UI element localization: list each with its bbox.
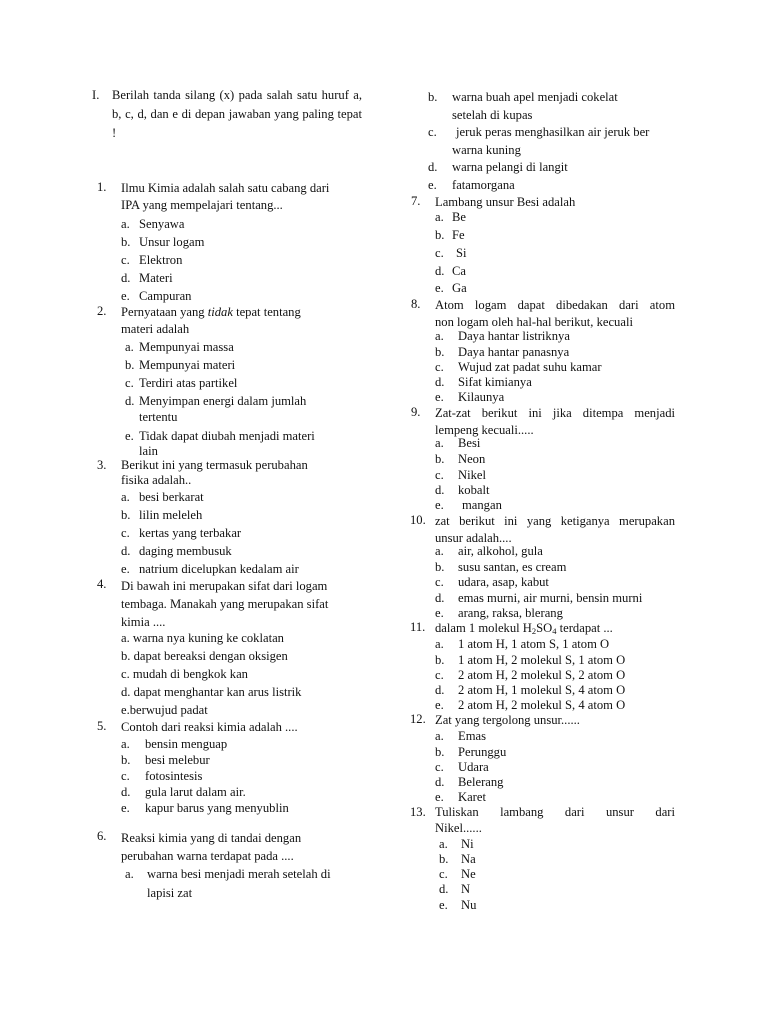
option-letter: c.	[435, 575, 444, 589]
option-text: emas murni, air murni, bensin murni	[458, 591, 643, 605]
question-text: dalam 1 molekul H	[435, 621, 532, 635]
option-letter: e.	[435, 281, 444, 295]
option-text-continued: setelah di kupas	[452, 108, 533, 122]
option-text-continued: lapisi zat	[147, 886, 193, 900]
option-text: warna pelangi di langit	[452, 160, 568, 174]
option-text: Emas	[458, 729, 486, 743]
question-number: 10.	[410, 513, 426, 527]
option-e[interactable]: e.berwujud padat	[121, 703, 208, 717]
question-text-line: Lambang unsur Besi adalah	[435, 195, 576, 209]
question-number: 4.	[97, 577, 107, 591]
option-text: Terdiri atas partikel	[139, 376, 238, 390]
option-letter: e.	[121, 289, 130, 303]
option-letter: a.	[125, 340, 134, 354]
question-text-line: zat berikut ini yang ketiganya merupakan	[435, 514, 675, 528]
option-letter: b.	[435, 452, 445, 466]
option-text: Ne	[461, 867, 476, 881]
question-text-line: Zat yang tergolong unsur......	[435, 713, 580, 727]
question-text-line: Ilmu Kimia adalah salah satu cabang dari	[121, 181, 330, 195]
instruction-text: Berilah tanda silang (x) pada salah satu huruf a, b, c, d, dan e di depan jawaban yang paling tepat !	[112, 88, 362, 140]
option-text: 1 atom H, 1 atom S, 1 atom O	[458, 637, 610, 651]
question-number: 13.	[410, 805, 426, 819]
option-letter: b.	[125, 358, 135, 372]
option-text: udara, asap, kabut	[458, 575, 549, 589]
option-text: gula larut dalam air.	[145, 785, 246, 799]
option-letter: c.	[435, 468, 444, 482]
option-text: mangan	[462, 498, 502, 512]
question-text-line: unsur adalah....	[435, 530, 512, 545]
option-letter: e.	[121, 801, 130, 815]
option-c[interactable]: c. mudah di bengkok kan	[121, 667, 248, 681]
option-letter: c.	[435, 760, 444, 774]
option-letter: b.	[428, 90, 438, 104]
option-letter: a.	[121, 737, 130, 751]
option-text: Senyawa	[139, 217, 185, 231]
question-text-line: lempeng kecuali.....	[435, 422, 534, 437]
option-text: Unsur logam	[139, 235, 205, 249]
question-text-line: kimia ....	[121, 615, 166, 629]
option-letter: e.	[435, 498, 444, 512]
option-text: 1 atom H, 2 molekul S, 1 atom O	[458, 653, 626, 667]
option-text: Sifat kimianya	[458, 375, 532, 389]
question-text-line: IPA yang mempelajari tentang...	[121, 197, 283, 212]
option-letter: b.	[439, 852, 449, 866]
option-letter: c.	[428, 125, 437, 139]
option-text: air, alkohol, gula	[458, 544, 543, 558]
option-letter: d.	[435, 483, 445, 497]
option-letter: b.	[435, 653, 445, 667]
option-b[interactable]: b. dapat bereaksi dengan oksigen	[121, 649, 288, 663]
option-letter: e.	[125, 429, 134, 443]
question-number: 8.	[411, 297, 421, 311]
option-letter: d.	[428, 160, 438, 174]
option-text: 2 atom H, 2 molekul S, 2 atom O	[458, 668, 626, 682]
question-text-line: Zat-zat berikut ini jika ditempa menjadi	[435, 406, 675, 420]
question-number: 5.	[97, 719, 107, 733]
question-text-line: Atom logam dapat dibedakan dari atom	[435, 298, 675, 312]
option-text: Campuran	[139, 289, 192, 303]
option-text: Karet	[458, 790, 486, 804]
option-text: bensin menguap	[145, 737, 228, 751]
option-letter: b.	[435, 228, 445, 242]
option-text: kapur barus yang menyublin	[145, 801, 289, 815]
option-letter: d.	[121, 785, 131, 799]
option-letter: c.	[121, 769, 130, 783]
option-letter: a.	[435, 637, 444, 651]
option-letter: a.	[435, 544, 444, 558]
question-text-line: Contoh dari reaksi kimia adalah ....	[121, 720, 298, 734]
option-text-continued: tertentu	[139, 410, 178, 424]
question-text-line: Di bawah ini merupakan sifat dari logam	[121, 579, 328, 593]
option-text: susu santan, es cream	[458, 560, 567, 574]
option-text: Belerang	[458, 775, 504, 789]
option-text: Besi	[458, 436, 481, 450]
option-text: natrium dicelupkan kedalam air	[139, 562, 299, 576]
option-letter: a.	[439, 837, 448, 851]
question-number: 3.	[97, 458, 107, 472]
option-letter: a.	[125, 867, 134, 881]
option-text: Wujud zat padat suhu kamar	[458, 360, 602, 374]
option-letter: d.	[435, 683, 445, 697]
option-d[interactable]: d. dapat menghantar kan arus listrik	[121, 685, 302, 699]
question-emphasis: tidak	[207, 305, 233, 319]
option-letter: c.	[121, 526, 130, 540]
option-text: kobalt	[458, 483, 490, 497]
option-text: arang, raksa, blerang	[458, 606, 563, 620]
option-text: Elektron	[139, 253, 183, 267]
option-text: Ca	[452, 264, 466, 278]
option-letter: d.	[435, 775, 445, 789]
option-text: fotosintesis	[145, 769, 203, 783]
option-text: Neon	[458, 452, 486, 466]
option-letter: e.	[435, 790, 444, 804]
option-text: Mempunyai materi	[139, 358, 236, 372]
question-text-line: non logam oleh hal-hal berikut, kecuali	[435, 314, 633, 329]
question-number: 6.	[97, 829, 107, 843]
option-text: besi berkarat	[139, 490, 204, 504]
option-text: 2 atom H, 2 molekul S, 4 atom O	[458, 698, 626, 712]
option-letter: b.	[435, 345, 445, 359]
option-letter: d.	[435, 375, 445, 389]
question-number: 11.	[410, 620, 426, 634]
question-text-line	[121, 304, 365, 321]
option-letter: d.	[439, 882, 449, 896]
option-a[interactable]: a. warna nya kuning ke coklatan	[121, 631, 284, 645]
question-number: 7.	[411, 194, 421, 208]
option-letter: a.	[121, 217, 130, 231]
option-letter: d.	[121, 544, 131, 558]
option-text: Ni	[461, 837, 474, 851]
question-text: terdapat ...	[556, 621, 613, 635]
option-text: fatamorgana	[452, 178, 515, 192]
option-letter: e.	[439, 898, 448, 912]
instruction-number: I.	[92, 88, 100, 102]
option-letter: c.	[435, 360, 444, 374]
question-text: Pernyataan yang	[121, 305, 208, 319]
option-letter: b.	[435, 745, 445, 759]
option-letter: e.	[121, 562, 130, 576]
question-text-line: Nikel......	[435, 820, 482, 835]
option-letter: c.	[439, 867, 448, 881]
question-number: 2.	[97, 304, 107, 318]
question-text-line: tembaga. Manakah yang merupakan sifat	[121, 597, 329, 611]
option-text: Mempunyai massa	[139, 340, 234, 354]
question-text-line: Berikut ini yang termasuk perubahan	[121, 458, 308, 472]
question-number: 9.	[411, 405, 421, 419]
option-letter: a.	[121, 490, 130, 504]
option-text: Si	[456, 246, 467, 260]
option-text: Kilaunya	[458, 390, 505, 404]
question-text: tepat tentang	[232, 305, 301, 319]
option-letter: c.	[125, 376, 134, 390]
option-letter: b.	[121, 753, 131, 767]
option-letter: e.	[428, 178, 437, 192]
option-text: Menyimpan energi dalam jumlah	[139, 394, 307, 408]
option-text: Daya hantar listriknya	[458, 329, 570, 343]
option-letter: d.	[125, 394, 135, 408]
option-text: Be	[452, 210, 466, 224]
question-text-line: perubahan warna terdapat pada ....	[121, 849, 294, 863]
option-text: warna besi menjadi merah setelah di	[147, 867, 331, 881]
option-text: warna buah apel menjadi cokelat	[452, 90, 618, 104]
option-text: Materi	[139, 271, 173, 285]
option-text: lilin meleleh	[139, 508, 203, 522]
option-letter: a.	[435, 729, 444, 743]
option-text: Fe	[452, 228, 465, 242]
option-text: Daya hantar panasnya	[458, 345, 570, 359]
question-number: 12.	[410, 712, 426, 726]
option-letter: c.	[435, 668, 444, 682]
option-letter: e.	[435, 698, 444, 712]
question-text-line: materi adalah	[121, 321, 190, 336]
option-letter: e.	[435, 390, 444, 404]
option-letter: e.	[435, 606, 444, 620]
option-letter: a.	[435, 210, 444, 224]
question-text-line	[435, 620, 675, 637]
option-letter: b.	[121, 235, 131, 249]
option-letter: c.	[121, 253, 130, 267]
question-text: SO	[536, 621, 553, 635]
option-letter: c.	[435, 246, 444, 260]
option-text: Tidak dapat diubah menjadi materi	[139, 429, 315, 443]
option-text: jeruk peras menghasilkan air jeruk ber	[456, 125, 650, 139]
option-text: Nikel	[458, 468, 486, 482]
option-text: Na	[461, 852, 476, 866]
option-text: kertas yang terbakar	[139, 526, 242, 540]
question-text-line: fisika adalah..	[121, 473, 192, 487]
option-letter: d.	[435, 264, 445, 278]
subscript: 4	[552, 626, 557, 636]
option-text: Nu	[461, 898, 477, 912]
option-text-continued: lain	[139, 444, 158, 458]
option-text: Udara	[458, 760, 489, 774]
option-letter: b.	[435, 560, 445, 574]
question-text-line: Tuliskan lambang dari unsur dari	[435, 805, 675, 819]
subscript: 2	[531, 626, 537, 636]
option-letter: a.	[435, 329, 444, 343]
question-text-line: Reaksi kimia yang di tandai dengan	[121, 831, 302, 845]
option-text: 2 atom H, 1 molekul S, 4 atom O	[458, 683, 626, 697]
option-text: daging membusuk	[139, 544, 232, 558]
option-text: Perunggu	[458, 745, 507, 759]
question-number: 1.	[97, 180, 107, 194]
option-text: N	[461, 882, 471, 896]
option-text-continued: warna kuning	[452, 143, 521, 157]
option-letter: a.	[435, 436, 444, 450]
option-letter: d.	[121, 271, 131, 285]
option-letter: b.	[121, 508, 131, 522]
option-text: besi melebur	[145, 753, 210, 767]
option-text: Ga	[452, 281, 467, 295]
option-letter: d.	[435, 591, 445, 605]
